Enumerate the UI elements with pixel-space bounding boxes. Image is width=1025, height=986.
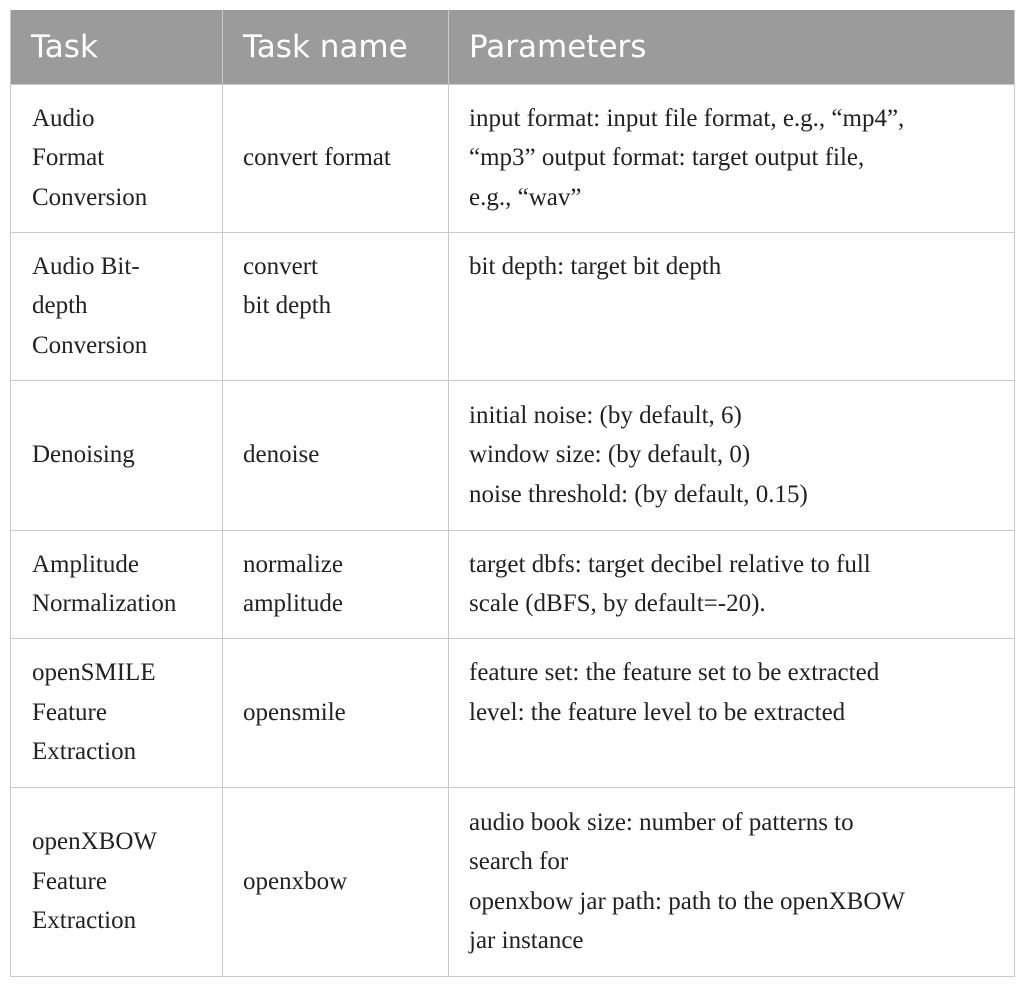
cell-text: feature set: the feature set to be extracted	[469, 659, 880, 687]
table-row	[11, 638, 1015, 787]
cell-text: Normalization	[32, 590, 177, 617]
cell-text: depth	[32, 292, 88, 320]
cell-text: e.g., “wav”	[469, 183, 582, 211]
cell-text: convert format	[243, 144, 391, 172]
cell-text: bit depth: target bit depth	[469, 252, 722, 280]
cell-text: search for	[469, 848, 569, 875]
cell-text: noise threshold: (by default, 0.15)	[469, 480, 808, 508]
cell-task	[11, 638, 223, 787]
cell-text: “mp3” output format: target output file,	[469, 144, 865, 172]
parameters-table-container	[10, 10, 1014, 977]
cell-task	[11, 84, 223, 232]
cell-text: Audio Bit-	[32, 252, 140, 280]
cell-text: jar instance	[469, 927, 584, 954]
table-row	[11, 380, 1015, 530]
cell-text: openSMILE	[32, 659, 156, 687]
table-row	[11, 84, 1015, 232]
cell-text: initial noise: (by default, 6)	[469, 401, 742, 429]
cell-parameters	[449, 638, 1015, 787]
cell-text: openxbow	[243, 867, 348, 895]
cell-text: target dbfs: target decibel relative to full	[469, 550, 871, 578]
cell-task-name	[223, 380, 449, 530]
table-row	[11, 530, 1015, 638]
cell-text: openXBOW	[32, 828, 157, 856]
cell-parameters	[449, 787, 1015, 976]
cell-text: Extraction	[32, 738, 137, 766]
cell-task-name	[223, 232, 449, 380]
cell-text: opensmile	[243, 698, 346, 726]
cell-text: audio book size: number of patterns to	[469, 808, 854, 836]
cell-parameters	[449, 380, 1015, 530]
cell-text: openxbow jar path: path to the openXBOW	[469, 887, 906, 915]
cell-text: Conversion	[32, 331, 148, 359]
header-task-name: Task name	[223, 10, 449, 84]
cell-task-name	[223, 638, 449, 787]
cell-text: Amplitude	[32, 550, 139, 578]
cell-text: amplitude	[243, 590, 343, 617]
table-row	[11, 232, 1015, 380]
cell-task	[11, 787, 223, 976]
cell-text: Feature	[32, 698, 107, 726]
cell-parameters	[449, 84, 1015, 232]
cell-text: convert	[243, 252, 318, 280]
cell-task-name	[223, 84, 449, 232]
cell-task	[11, 232, 223, 380]
cell-text: level: the feature level to be extracted	[469, 698, 846, 726]
cell-parameters	[449, 530, 1015, 638]
cell-text: Format	[32, 144, 105, 172]
cell-task	[11, 530, 223, 638]
cell-text: Conversion	[32, 183, 148, 211]
cell-text: Denoising	[32, 441, 135, 469]
cell-text: Audio	[32, 104, 95, 132]
cell-text: input format: input file format, e.g., “mp4”,	[469, 104, 905, 132]
header-row	[11, 10, 1015, 84]
header-parameters: Parameters	[449, 10, 1015, 84]
cell-parameters	[449, 232, 1015, 380]
cell-text: scale (dBFS, by default=-20).	[469, 590, 766, 617]
cell-text: Feature	[32, 867, 107, 895]
cell-text: window size: (by default, 0)	[469, 441, 751, 469]
cell-text: normalize	[243, 550, 343, 578]
table-row	[11, 787, 1015, 976]
header-task: Task	[11, 10, 223, 84]
cell-task-name	[223, 530, 449, 638]
cell-text: Extraction	[32, 907, 137, 935]
cell-task-name	[223, 787, 449, 976]
cell-task	[11, 380, 223, 530]
task-parameters-table	[10, 10, 1015, 977]
cell-text: denoise	[243, 441, 320, 469]
cell-text: bit depth	[243, 292, 332, 320]
